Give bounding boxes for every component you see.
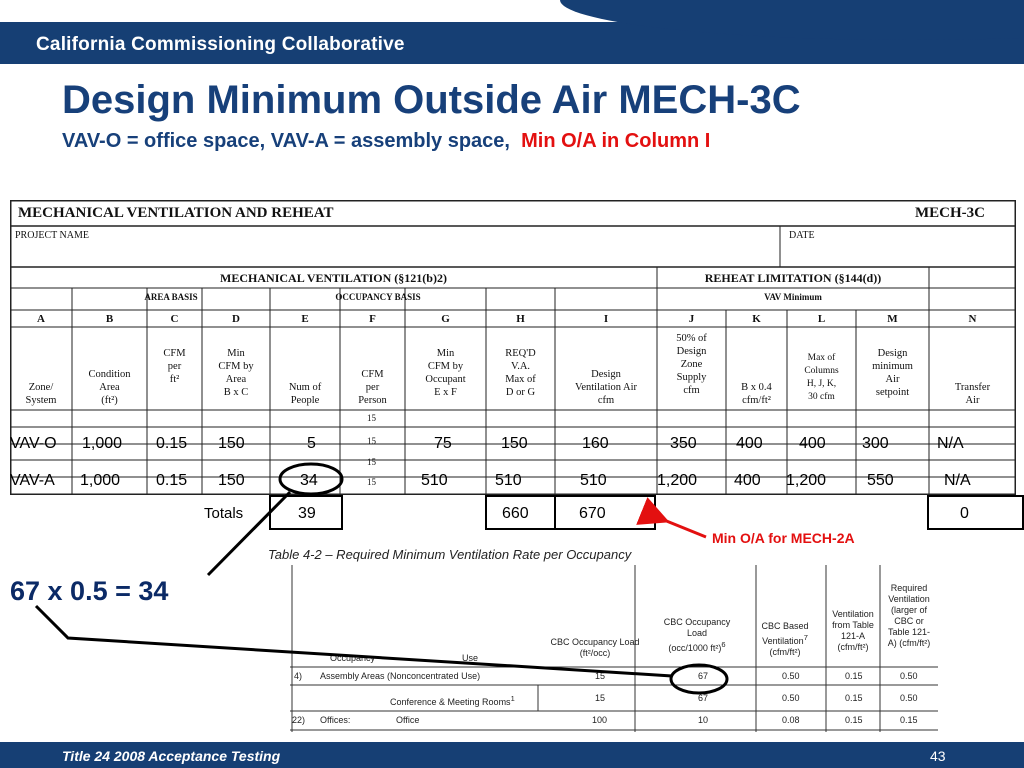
ref-header-load: CBC Occupancy Load (ft²/occ) bbox=[550, 637, 640, 658]
col-header-e: Num of People bbox=[288, 382, 322, 406]
col-header-h: REQ'D V.A. Max of D or G bbox=[505, 348, 536, 398]
totals-va: 660 bbox=[502, 505, 529, 522]
cell-d: 150 bbox=[218, 435, 245, 452]
ref-row-occupancy: Assembly Areas (Nonconcentrated Use) bbox=[320, 671, 481, 681]
pointer-line-down bbox=[36, 606, 672, 676]
ref-row-num: 22) bbox=[292, 715, 306, 725]
ref-row-t121: 0.15 bbox=[845, 693, 863, 703]
cell-l: 400 bbox=[799, 435, 826, 452]
cell-b: 1,000 bbox=[80, 472, 121, 489]
col-letter-j: J bbox=[688, 313, 695, 325]
col-letter-i: I bbox=[603, 313, 609, 325]
cell-c: 0.15 bbox=[156, 435, 188, 452]
col-letter-l: L bbox=[817, 313, 826, 325]
vav-minimum-label: VAV Minimum bbox=[764, 292, 822, 302]
ref-table-title: Table 4-2 – Required Minimum Ventilation Rate per Occupancy bbox=[268, 547, 632, 562]
section-reheat: REHEAT LIMITATION (§144(d)) bbox=[704, 271, 882, 285]
totals-transfer: 0 bbox=[960, 505, 969, 522]
ref-header-required: Required Ventilation (larger of CBC or Table 121- A) (cfm/ft²) bbox=[887, 583, 931, 648]
col-letter-b: B bbox=[105, 313, 114, 325]
col-header-f: CFM per Person bbox=[358, 369, 387, 406]
cell-i: 160 bbox=[582, 435, 609, 452]
col-letter-n: N bbox=[968, 313, 977, 325]
ref-row-use: Conference & Meeting Rooms$^1$ bbox=[390, 694, 515, 707]
zone-label: VAV-O bbox=[10, 435, 57, 452]
cell-m: 300 bbox=[862, 435, 889, 452]
cell-h: 510 bbox=[495, 472, 522, 489]
cell-h: 150 bbox=[501, 435, 528, 452]
cell-k: 400 bbox=[734, 472, 761, 489]
ref-row-t121: 0.15 bbox=[845, 671, 863, 681]
cell-n: N/A bbox=[937, 435, 964, 452]
area-basis-label: AREA BASIS bbox=[144, 292, 198, 302]
totals-design: 670 bbox=[579, 505, 606, 522]
cell-n: N/A bbox=[944, 472, 971, 489]
ref-row-required: 0.50 bbox=[900, 671, 918, 681]
col-header-g: Min CFM by Occupant E x F bbox=[425, 348, 466, 398]
zone-label: VAV-A bbox=[10, 472, 55, 489]
cell-i: 510 bbox=[580, 472, 607, 489]
cfm-per-person-note: 15 bbox=[367, 413, 376, 423]
totals-people: 39 bbox=[298, 505, 316, 522]
col-header-i: Design Ventilation Air cfm bbox=[574, 369, 638, 406]
cfm-per-person-note: 15 bbox=[367, 477, 376, 487]
ref-row-t121: 0.15 bbox=[845, 715, 863, 725]
ref-row-load2: 67 bbox=[698, 693, 709, 703]
red-arrow bbox=[664, 520, 706, 537]
ref-row-load2: 67 bbox=[698, 671, 709, 681]
ref-row-use: Office bbox=[396, 715, 420, 725]
pointer-line-up bbox=[208, 492, 290, 575]
col-header-m: Design minimum Air setpoint bbox=[872, 348, 913, 398]
cell-g: 75 bbox=[434, 435, 452, 452]
ref-row-required: 0.50 bbox=[900, 693, 918, 703]
subtitle-text: VAV-O = office space, VAV-A = assembly space, bbox=[62, 130, 510, 152]
col-letter-c: C bbox=[170, 313, 179, 325]
circle-34 bbox=[280, 464, 342, 494]
ref-row-cbc-vent: 0.08 bbox=[782, 715, 800, 725]
org-name: California Commissioning Collaborative bbox=[36, 34, 405, 55]
ref-header-cbc-vent: CBC Based Ventilation$^7$ (cfm/ft²) bbox=[761, 621, 809, 657]
circle-67 bbox=[671, 665, 727, 693]
page-number: 43 bbox=[930, 748, 946, 764]
ref-header-occupancy: Occupancy bbox=[330, 653, 376, 663]
cell-e: 34 bbox=[300, 472, 318, 489]
col-header-j: 50% of Design Zone Supply cfm bbox=[676, 333, 707, 396]
occupancy-basis-label: OCCUPANCY BASIS bbox=[335, 292, 421, 302]
col-letter-a: A bbox=[37, 313, 45, 325]
col-letter-m: M bbox=[887, 313, 898, 325]
totals-label: Totals bbox=[204, 505, 244, 522]
ref-row-cbc-vent: 0.50 bbox=[782, 671, 800, 681]
cfm-per-person-note: 15 bbox=[367, 436, 376, 446]
project-name-label: PROJECT NAME bbox=[15, 230, 89, 241]
cell-d: 150 bbox=[218, 472, 245, 489]
col-letter-e: E bbox=[301, 313, 309, 325]
col-header-n: Transfer Air bbox=[954, 382, 991, 406]
col-header-k: B x 0.4 cfm/ft² bbox=[741, 382, 772, 406]
cell-c: 0.15 bbox=[156, 472, 188, 489]
cell-m: 550 bbox=[867, 472, 894, 489]
col-header-l: Max of Columns H, J, K, 30 cfm bbox=[804, 353, 839, 402]
col-letter-d: D bbox=[232, 313, 240, 325]
col-letter-f: F bbox=[369, 313, 376, 325]
section-ventilation: MECHANICAL VENTILATION (§121(b)2) bbox=[220, 271, 447, 285]
date-label: DATE bbox=[789, 230, 815, 241]
cell-g: 510 bbox=[421, 472, 448, 489]
cell-l: 1,200 bbox=[786, 472, 827, 489]
cell-j: 350 bbox=[670, 435, 697, 452]
col-letter-h: H bbox=[516, 313, 525, 325]
cell-b: 1,000 bbox=[82, 435, 123, 452]
cell-k: 400 bbox=[736, 435, 763, 452]
cell-j: 1,200 bbox=[657, 472, 698, 489]
ref-row-load: 15 bbox=[595, 671, 606, 681]
ref-row-cbc-vent: 0.50 bbox=[782, 693, 800, 703]
mech-2a-note: Min O/A for MECH-2A bbox=[712, 530, 855, 546]
ref-row-occupancy: Offices: bbox=[320, 715, 351, 725]
ref-row-required: 0.15 bbox=[900, 715, 918, 725]
col-header-d: Min CFM by Area B x C bbox=[218, 348, 254, 398]
ref-row-load2: 10 bbox=[698, 715, 709, 725]
col-header-b: Condition Area (ft²) bbox=[88, 369, 131, 406]
cell-e: 5 bbox=[307, 435, 316, 452]
col-letter-k: K bbox=[752, 313, 761, 325]
cfm-per-person-note: 15 bbox=[367, 457, 376, 467]
ref-header-use: Use bbox=[462, 653, 479, 663]
col-letter-g: G bbox=[441, 313, 450, 325]
ref-row-load: 100 bbox=[592, 715, 608, 725]
form-title: MECHANICAL VENTILATION AND REHEAT bbox=[18, 205, 334, 221]
col-header-c: CFM per ft² bbox=[163, 348, 186, 385]
ref-header-load2: CBC Occupancy Load (occ/1000 ft²)$^6$ bbox=[663, 617, 731, 653]
col-header-a: Zone/ System bbox=[25, 382, 57, 406]
subtitle-highlight: Min O/A in Column I bbox=[521, 130, 711, 152]
footer-text: Title 24 2008 Acceptance Testing bbox=[62, 748, 281, 764]
page-title: Design Minimum Outside Air MECH-3C bbox=[62, 78, 801, 122]
form-code: MECH-3C bbox=[915, 205, 985, 221]
ref-row-load: 15 bbox=[595, 693, 606, 703]
footer-bar bbox=[0, 742, 1024, 768]
calc-equation: 67 x 0.5 = 34 bbox=[10, 576, 169, 606]
ref-header-table121: Ventilation from Table 121-A (cfm/ft²) bbox=[832, 609, 874, 652]
ref-row-num: 4) bbox=[294, 671, 303, 681]
